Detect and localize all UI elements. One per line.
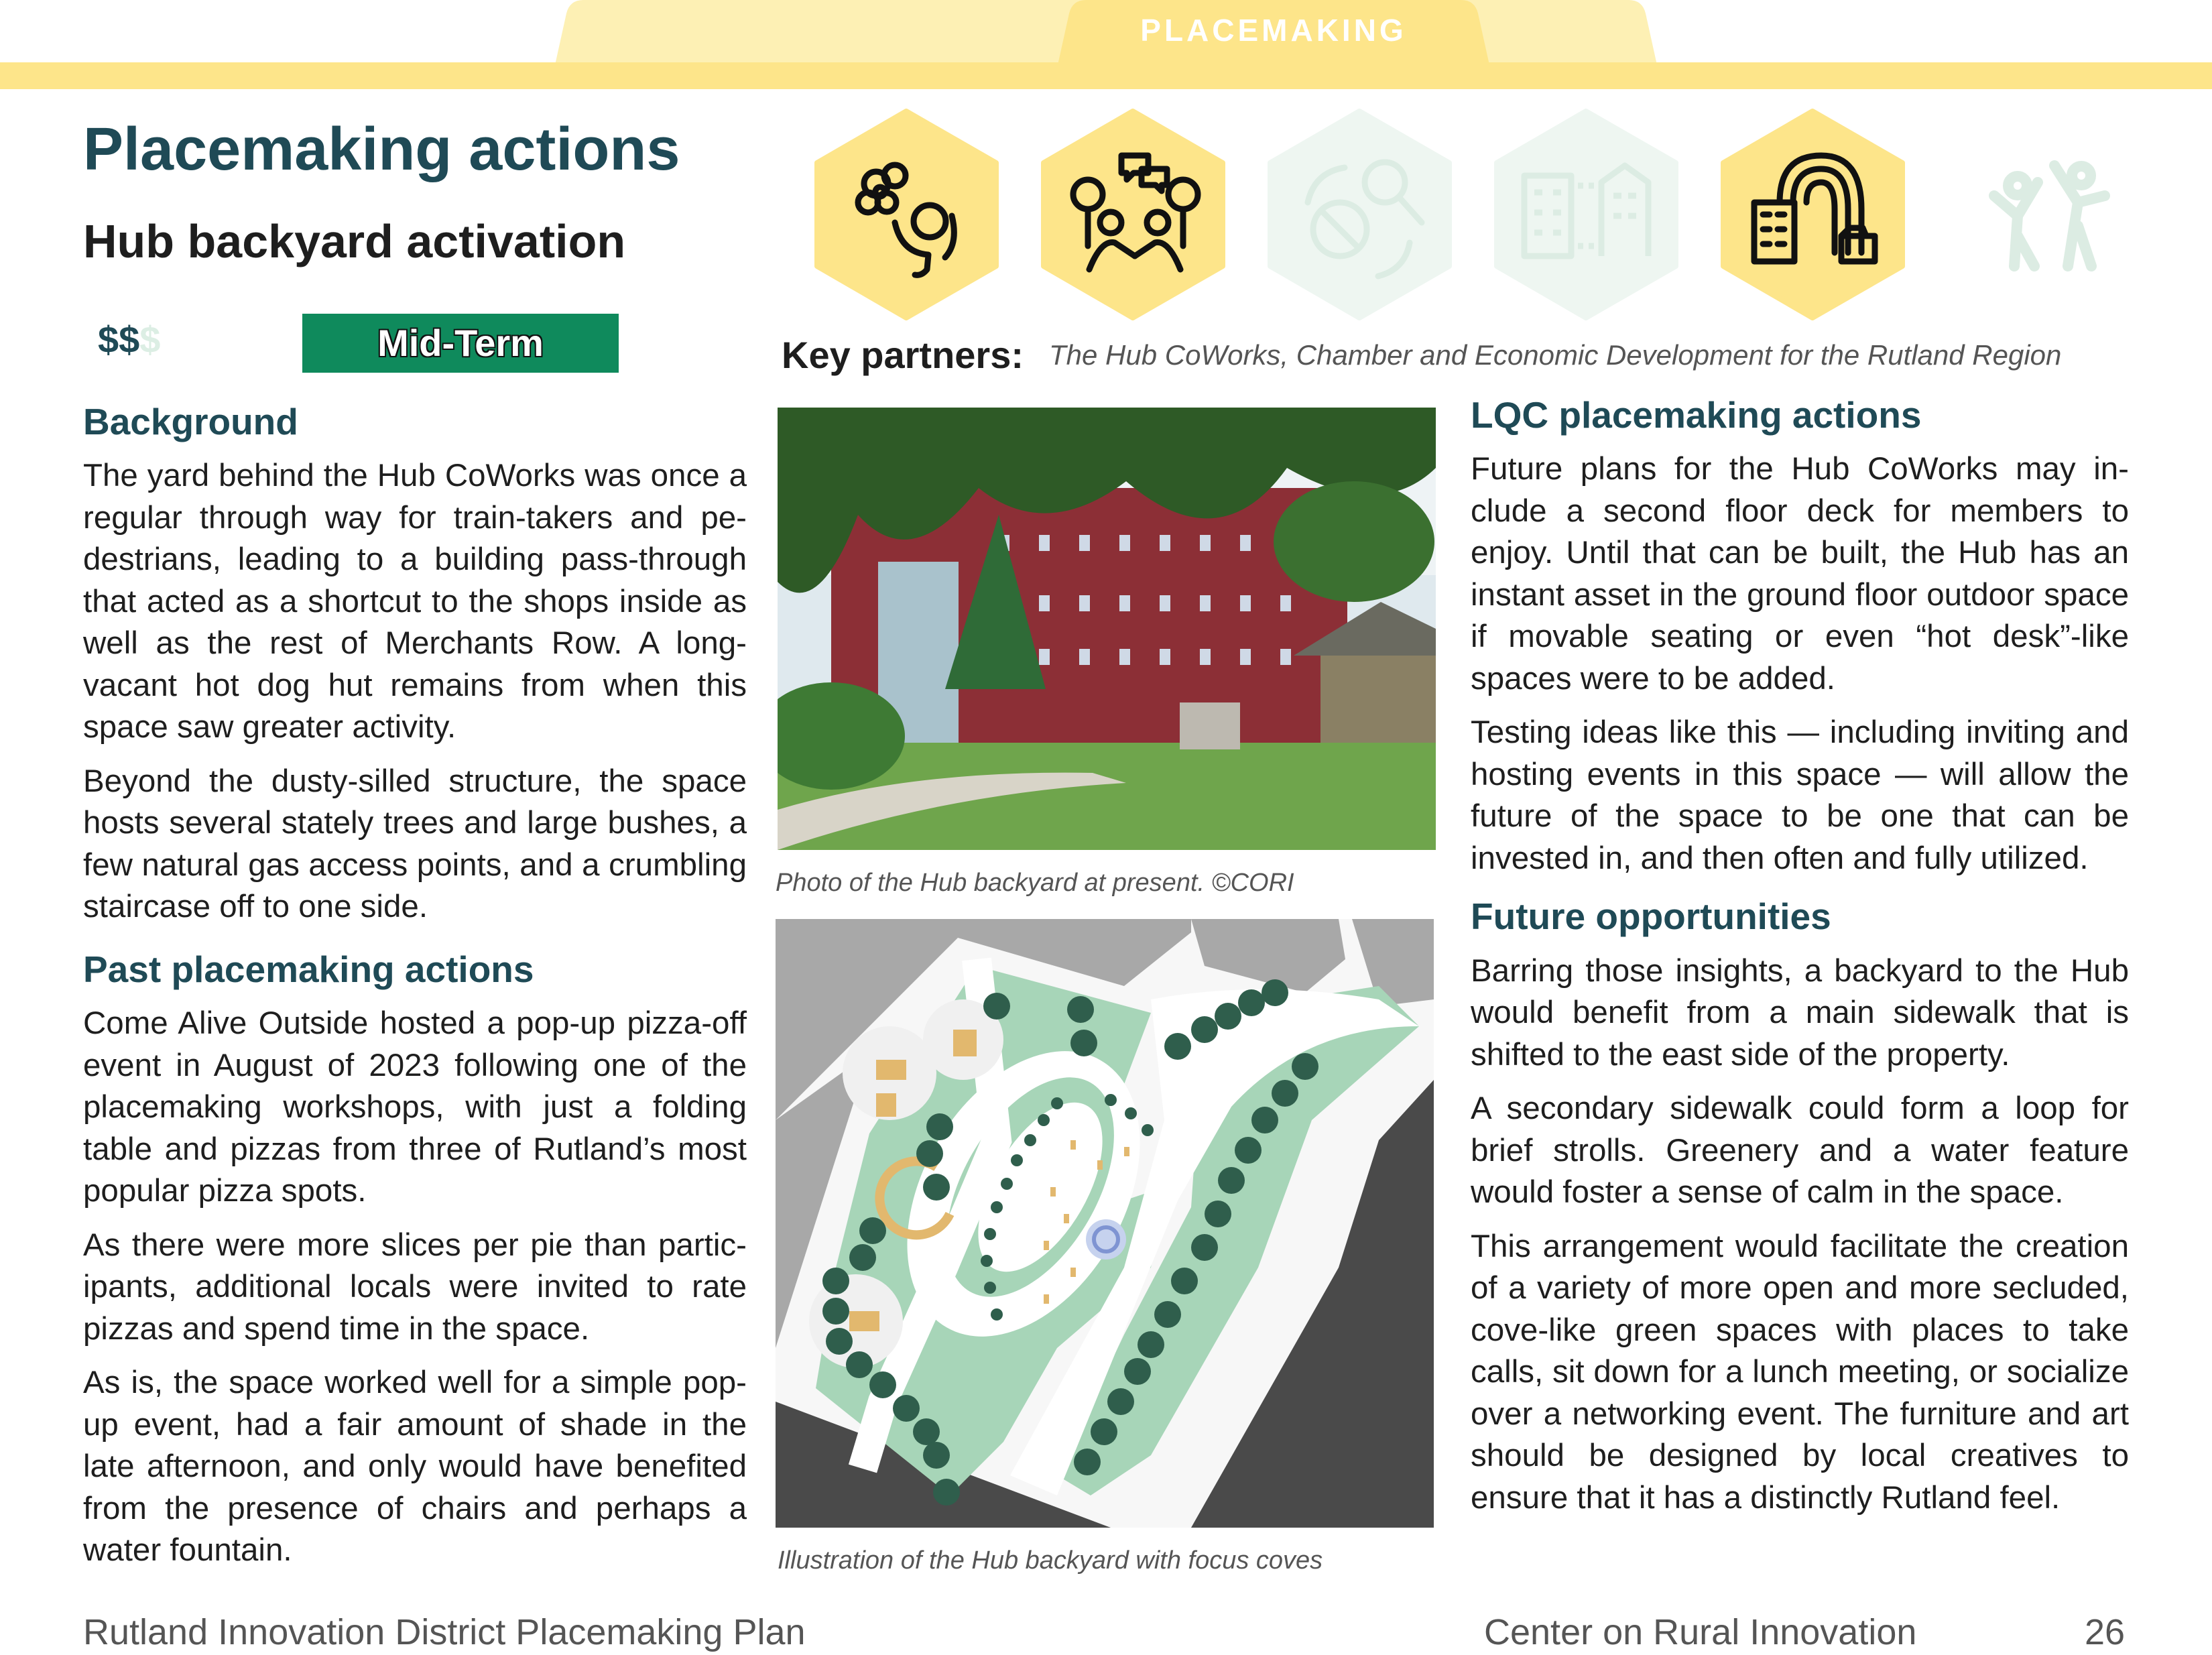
cost-inactive: $ xyxy=(139,318,161,361)
header-bar xyxy=(0,62,2212,89)
future-paragraph-2: A secondary sidewalk could form a loop for brief strolls. Greenery and a water feature would foster a sense of calm in the space. xyxy=(1471,1091,2129,1210)
conversation-icon xyxy=(1041,109,1225,320)
footer-organization: Center on Rural Innovation xyxy=(1484,1612,1917,1652)
right-column xyxy=(1471,394,2129,1531)
lqc-paragraph-1: Future plans for the Hub CoWorks may include a second floor deck for members to enjoy. Until that can be built, the Hub has an instant asset in the ground floor outdoor space if movable seating or even “hot desk”-like spaces were to be added. xyxy=(1471,451,2129,696)
section-tab-label: PLACEMAKING xyxy=(1140,13,1407,48)
key-partners-value: The Hub CoWorks, Chamber and Economic Development for the Rutland Region xyxy=(1049,339,2062,371)
backyard-plan-illustration xyxy=(776,919,1434,1528)
research-review-icon xyxy=(1268,109,1452,320)
background-paragraph-1: The yard behind the Hub CoWorks was once a regular through way for train-takers and pedestrians, leading to a building pass-through that acted as a shortcut to the shops inside as well as the rest of Merchants Row. A long-vacant hot dog hut remains from when this space saw greater activity. xyxy=(83,458,747,745)
people-celebrating-icon xyxy=(1947,109,2132,320)
backyard-photo xyxy=(778,408,1436,850)
plan-caption: Illustration of the Hub backyard with focus coves xyxy=(778,1546,1323,1575)
photo-caption: Photo of the Hub backyard at present. ©CORI xyxy=(776,869,1294,897)
cost-indicator xyxy=(98,318,160,361)
past-actions-heading: Past placemaking actions xyxy=(83,948,534,990)
buildings-icon xyxy=(1494,109,1678,320)
page-number: 26 xyxy=(2085,1612,2126,1652)
left-column xyxy=(83,401,747,1584)
background-heading: Background xyxy=(83,401,298,442)
future-paragraph-1: Barring those insights, a backyard to the Hub would benefit from a main sidewalk that is shifted to the east side of the property. xyxy=(1471,953,2129,1072)
page-title: Placemaking actions xyxy=(83,116,680,183)
downtown-infrastructure-icon xyxy=(1721,109,1905,320)
key-partners-label: Key partners: xyxy=(782,334,1024,376)
footer-document-title: Rutland Innovation District Placemaking Plan xyxy=(83,1612,806,1652)
past-paragraph-1: Come Alive Outside hosted a pop-up pizza-off event in August of 2023 following one of the placemaking workshops, with just a folding table and pizzas from three of Rutland’s most popular pizza spots. xyxy=(83,1005,747,1209)
community-gathering-icon xyxy=(814,109,999,320)
project-title: Hub backyard activation xyxy=(83,215,626,267)
cost-active: $$ xyxy=(98,318,140,361)
past-paragraph-2: As there were more slices per pie than participants, additional locals were invited to rate pizzas and spend time in the space. xyxy=(83,1227,747,1347)
future-heading: Future opportunities xyxy=(1471,896,1831,938)
past-paragraph-3: As is, the space worked well for a simple pop-up event, had a fair amount of shade in the late afternoon, and only would have benefited from the presence of chairs and perhaps a water fountain. xyxy=(83,1365,747,1568)
future-paragraph-3: This arrangement would facilitate the creation of a variety of more open and more secluded, cove-like green spaces with places to take calls, sit down for a lunch meeting, or socialize over a networking event. The furniture and art should be designed by local creatives to ensure that it has a distinctly Rutland feel. xyxy=(1471,1228,2129,1516)
lqc-paragraph-2: Testing ideas like this — including inviting and hosting events in this space — will allow the future of the space to be one that can be invested in, and then often and fully utilized. xyxy=(1471,715,2129,876)
term-badge: Mid-Term xyxy=(302,314,619,373)
background-paragraph-2: Beyond the dusty-silled structure, the space hosts several stately trees and large bushes, a few natural gas access points, and a crumbling staircase off to one side. xyxy=(83,763,747,925)
lqc-heading: LQC placemaking actions xyxy=(1471,394,1922,436)
